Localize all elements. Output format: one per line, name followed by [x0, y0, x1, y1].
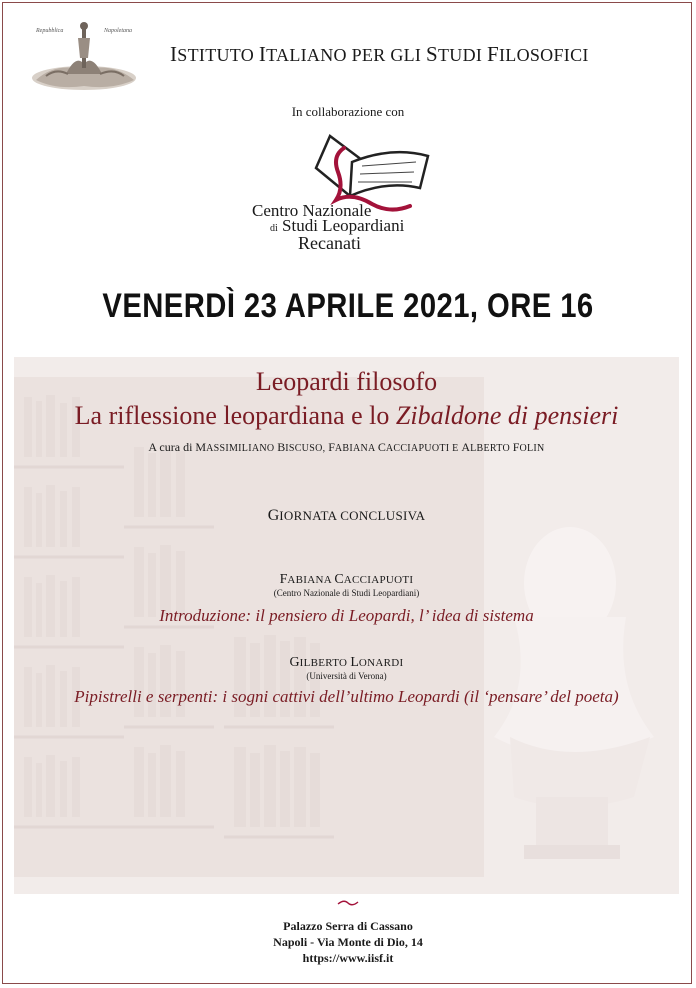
event-title: Leopardi filosofo	[255, 367, 438, 396]
partner-name-line2: di Studi Leopardiani	[270, 216, 405, 235]
speaker-affiliation: (Centro Nazionale di Studi Leopardiani)	[273, 588, 420, 598]
session-title: GIORNATA CONCLUSIVA	[267, 507, 426, 524]
speaker-name: GILBERTO LONARDI	[289, 655, 404, 670]
speaker-affiliation: (Università di Verona)	[306, 671, 387, 681]
institute-name: ISTITUTO ITALIANO PER GLI STUDI FILOSOFICI	[170, 42, 589, 66]
partner-name-line1: Centro Nazionale	[252, 201, 372, 220]
speaker-name: FABIANA CACCIAPUOTI	[279, 572, 414, 587]
talk-title: Pipistrelli e serpenti: i sogni cattivi dell’ultimo Leopardi (il ‘pensare’ del poeta)	[74, 687, 619, 706]
curators: A cura di MASSIMILIANO BISCUSO, FABIANA CACCIAPUOTI E ALBERTO FOLIN	[148, 440, 545, 454]
venue-name: Palazzo Serra di Cassano	[283, 919, 413, 933]
website-link[interactable]: https://www.iisf.it	[302, 951, 394, 965]
emblem-text-right: Napoletana	[104, 28, 132, 34]
program-panel	[14, 357, 679, 894]
collaboration-label: In collaborazione con	[291, 104, 405, 119]
talk-title: Introduzione: il pensiero di Leopardi, l’ idea di sistema	[159, 606, 534, 625]
institute-emblem	[26, 14, 142, 94]
event-date: VENERDÌ 23 APRILE 2021, ORE 16	[102, 287, 594, 325]
emblem-text-left: Repubblica	[36, 28, 64, 34]
venue-address: Napoli - Via Monte di Dio, 14	[273, 935, 423, 949]
partner-city: Recanati	[298, 233, 361, 253]
event-subtitle: La riflessione leopardiana e lo Zibaldone di pensieri	[74, 401, 619, 430]
flourish-icon	[336, 898, 360, 908]
